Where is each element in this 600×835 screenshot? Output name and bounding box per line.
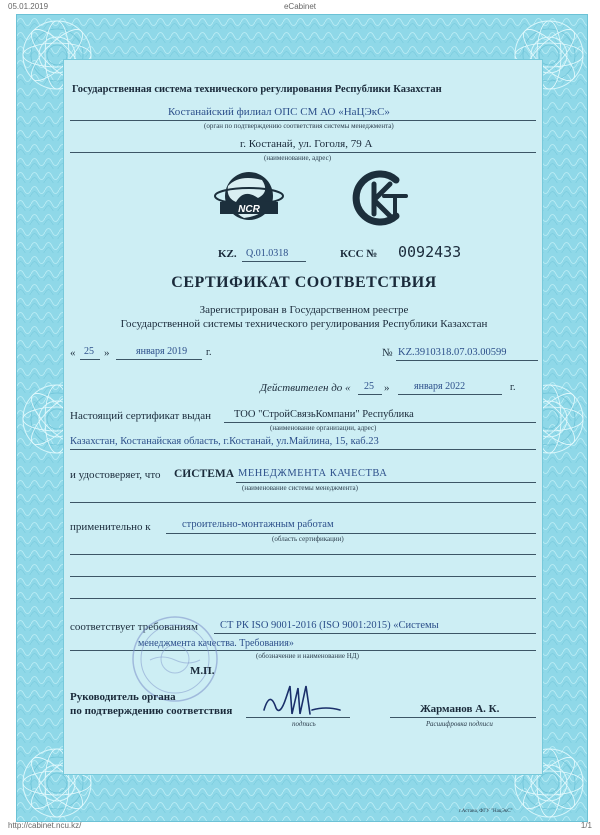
valid-label: Действителен до « [260,382,351,394]
blank-line-3 [70,576,536,577]
valid-month-year: января 2022 [414,381,466,392]
head-label-1: Руководитель органа [70,691,176,703]
print-header [0,2,600,14]
applied-value: строительно-монтажным работам [182,519,334,530]
signer-caption: Расшифровка подписи [426,720,493,728]
issued-org-line [224,422,536,423]
complies-line-1 [214,633,536,634]
issued-label: Настоящий сертификат выдан [70,410,211,422]
reg-year-suffix: г. [206,347,212,358]
applied-label: применительно к [70,521,151,533]
valid-day-line [358,394,382,395]
print-page: 1/1 [580,821,592,830]
valid-year-suffix: г. [510,382,516,393]
certificate-title: СЕРТИФИКАТ СООТВЕТСТВИЯ [171,274,437,291]
body-caption: (орган по подтверждению соответствия системы менеджмента) [204,122,394,130]
valid-close-quote: » [384,382,390,394]
reg-day-line [80,359,100,360]
address-line [70,152,536,153]
complies-value-1: СТ РК ISO 9001-2016 (ISO 9001:2015) «Системы [220,620,439,631]
issued-address-line [70,449,536,450]
system-word: СИСТЕМА [174,468,235,480]
signature [260,680,344,720]
reg-number: KZ.3910318.07.03.00599 [398,347,507,358]
kz-mark-text: KZ [344,166,346,167]
blank-line-2 [70,554,536,555]
valid-day: 25 [364,381,374,392]
reg-close-quote: » [104,347,110,359]
complies-value-2: менеджмента качества. Требования» [138,638,294,649]
printer-note: г.Астана, ФГУ "НацЭкС" [459,809,513,814]
reg-number-line [396,360,538,361]
address-caption: (наименование, адрес) [264,154,332,162]
system-value-line [236,482,536,483]
ncr-logo [214,168,284,228]
print-url: http://cabinet.ncu.kz/ [8,821,82,830]
signer-name: Жарманов А. К. [420,703,500,715]
body-name-line [70,120,536,121]
ncr-logo-text: NCR [238,204,260,215]
kz-value: Q.01.0318 [246,248,289,259]
print-site: eCabinet [283,2,317,11]
kss-label: КСС № [340,248,378,260]
print-date: 05.01.2019 [8,2,49,11]
signer-line [390,717,536,718]
system-caption: (наименование системы менеджмента) [242,484,358,492]
body-name: Костанайский филиал ОПС СМ АО «НаЦЭкС» [168,106,390,118]
registered-line-1: Зарегистрирован в Государственном реестре [199,304,409,316]
issued-org: ТОО "СтройСвязьКомпани" Республика [234,409,414,420]
reg-day: 25 [84,346,94,357]
system-title: Государственная система технического регулирования Республики Казахстан [72,84,442,95]
kz-label: KZ. [218,248,237,260]
kz-value-line [242,261,306,262]
print-footer [0,821,600,833]
mp-label: М.П. [190,665,215,677]
blank-line-1 [70,502,536,503]
applied-value-line [166,533,536,534]
certificate-body [63,59,543,775]
reg-month-line [116,359,202,360]
blank-line-4 [70,598,536,599]
kz-conformity-mark [344,166,414,230]
certificate-sheet [16,14,588,822]
issued-address: Казахстан, Костанайская область, г.Костанай, ул.Майлина, 15, каб.23 [70,436,379,447]
system-value: МЕНЕДЖМЕНТА КАЧЕСТВА [238,468,388,479]
certifies-label: и удостоверяет, что [70,469,161,481]
signature-caption: подпись [292,720,316,728]
reg-month-year: января 2019 [136,346,188,357]
head-label-2: по подтверждению соответствия [70,705,233,717]
valid-month-line [398,394,502,395]
issued-caption: (наименование организации, адрес) [270,424,377,432]
applied-caption: (область сертификации) [272,535,344,543]
complies-label: соответствует требованиям [70,621,198,633]
body-address: г. Костанай, ул. Гоголя, 79 А [240,138,373,150]
reg-number-label: № [382,347,393,359]
reg-open-quote: « [70,347,76,359]
kss-value: 0092433 [398,243,462,261]
complies-caption: (обозначение и наименование НД) [256,652,359,660]
registered-line-2: Государственной системы технического регулирования Республики Казахстан [120,318,488,330]
